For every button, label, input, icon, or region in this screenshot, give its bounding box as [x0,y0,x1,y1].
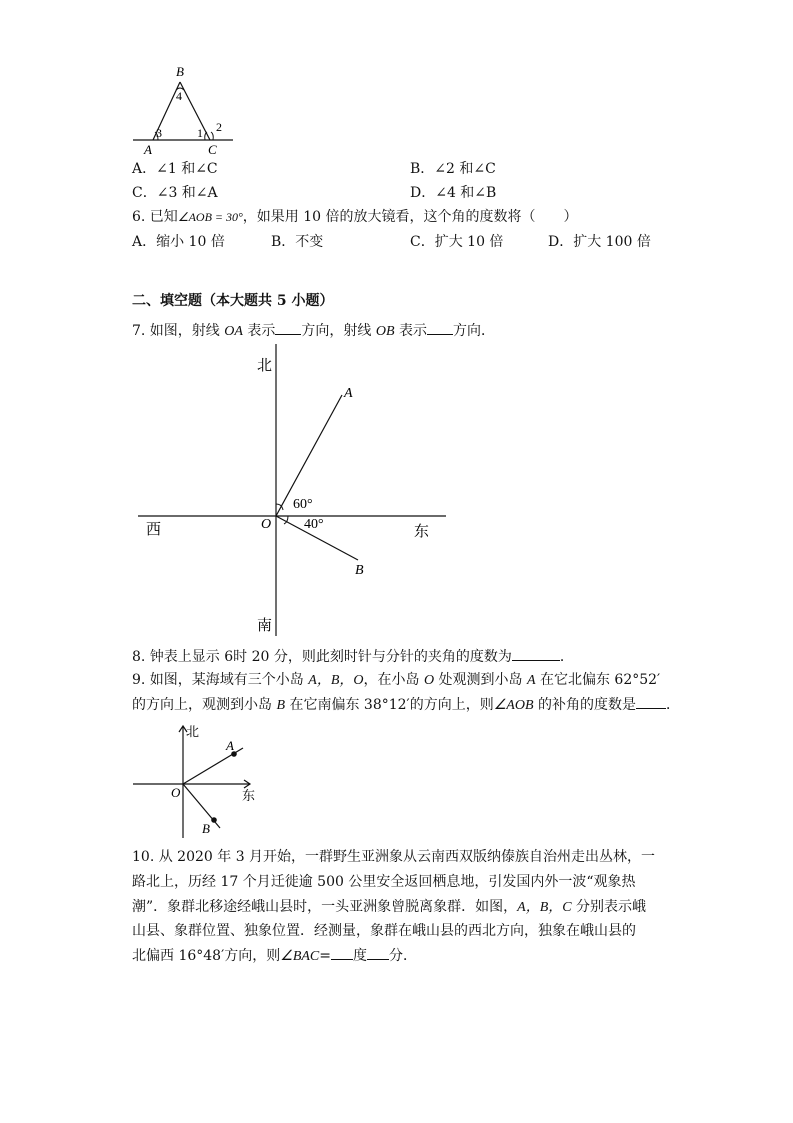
label-o: O [261,517,272,532]
q10-line-4: 山县、象群位置、独象位置．经测量，象群在峨山县的西北方向，独象在峨山县的 [132,923,636,939]
q6-option-b: B．不变 [271,234,324,250]
q6-stem [132,207,578,227]
q9-l1-o: O [423,673,435,688]
q5-option-a: A．∠1 和∠C [132,161,218,177]
label-south: 南 [257,618,273,634]
q7-p2: 表示 [242,323,276,339]
q5-option-c: C．∠3 和∠A [132,185,218,201]
q9-l2-angle: ∠AOB [493,698,534,713]
q10-line-1: 10. 从 2020 年 3 月开始，一群野生亚洲象从云南西双版纳傣族自治州走出丛林，一 [132,849,656,865]
label-a: A [144,142,152,157]
q7-oa: OA [224,324,243,339]
q6-option-a: A．缩小 10 倍 [132,234,225,250]
island-figure [128,720,268,842]
q8-blank[interactable] [512,646,560,661]
label-east: 东 [414,524,430,540]
q9-l2-mid: 在它南偏东 38°12′的方向上，则 [285,697,494,713]
q10-l5-deg: 度 [353,948,367,964]
q7-ob: OB [375,324,395,339]
q7-p3: 方向，射线 [301,323,376,339]
q7-p1: 7. 如图，射线 [132,323,225,339]
triangle-figure [128,62,238,162]
label-east: 东 [242,788,256,803]
compass-figure [130,340,460,640]
q10-l3-abc: A，B，C [517,900,572,915]
label-3: 3 [156,126,162,140]
label-1: 1 [197,126,203,140]
q6-angle: ∠AOB = 30° [177,210,243,224]
q10-l5-angle: ∠BAC [280,949,320,964]
label-b: B [176,64,184,79]
q10-blank-min[interactable] [367,945,389,960]
q9-l1-mid2: 处观测到小岛 [434,672,527,688]
q8-text: 8. 钟表上显示 6时 20 分，则此刻时针与分针的夹角的度数为 [132,649,512,665]
q5-option-d: D．∠4 和∠B [410,185,497,201]
label-north: 北 [257,358,273,374]
q9-l1-end: 在它北偏东 62°52′ [535,672,661,688]
label-60: 60° [293,497,313,512]
q6-option-c: C．扩大 10 倍 [410,234,504,250]
q10-blank-deg[interactable] [331,945,353,960]
q9-l1-a: A [526,673,536,688]
q10-l5-pre: 北偏西 16°48′方向，则 [132,948,281,964]
q9-l1-mid: ，在小岛 [363,672,424,688]
q10-line-5 [132,945,417,967]
q9-line-1 [132,670,660,691]
label-b: B [355,563,364,578]
label-b: B [202,821,210,836]
label-o: O [171,785,181,800]
label-4: 4 [176,89,182,103]
q7-p4: 表示 [394,323,427,339]
q9-line-2 [132,694,680,716]
q8-end: ． [559,649,574,665]
label-2: 2 [216,120,222,134]
q9-l2-b: B [276,698,286,713]
q9-l1-pre: 9. 如图，某海域有三个小岛 [132,672,309,688]
label-c: C [208,142,217,157]
angle-arc-2 [211,132,213,140]
label-a: A [226,738,234,753]
q10-line-3 [132,897,646,918]
q5-option-b: B．∠2 和∠C [410,161,496,177]
side-bc [180,82,210,140]
q9-l2-end: 的补角的度数是 [533,697,636,713]
q8-stem [132,646,574,667]
q6-stem-pre: 6. 已知 [132,209,178,225]
label-a: A [344,386,353,401]
q10-line-2: 路北上，历经 17 个月迁徙逾 500 公里安全返回栖息地，引发国内外一波“观象热 [132,874,636,890]
q9-l1-abo: A，B，O [308,673,364,688]
q9-l2-dot: ． [665,697,680,713]
q9-l2-pre: 的方向上，观测到小岛 [132,697,277,713]
q10-l5-eq: = [319,948,331,964]
q10-l3-post: 分别表示峨 [571,899,647,915]
label-40: 40° [304,517,324,532]
q7-stem [132,320,495,342]
q6-option-d: D．扩大 100 倍 [548,234,651,250]
section-heading: 二、填空题（本大题共 5 小题） [132,293,334,309]
point-b [211,817,217,823]
q10-l5-min: 分． [389,948,417,964]
q10-l3-pre: 潮”．象群北移途经峨山县时，一头亚洲象曾脱离象群．如图， [132,899,518,915]
q7-blank-2[interactable] [427,320,453,335]
q7-p5: 方向． [452,323,495,339]
q6-stem-post: ，如果用 10 倍的放大镜看，这个角的度数将（ ） [242,209,578,225]
q9-blank[interactable] [636,694,666,709]
label-west: 西 [146,522,162,538]
label-north: 北 [186,724,200,739]
q7-blank-1[interactable] [275,320,301,335]
